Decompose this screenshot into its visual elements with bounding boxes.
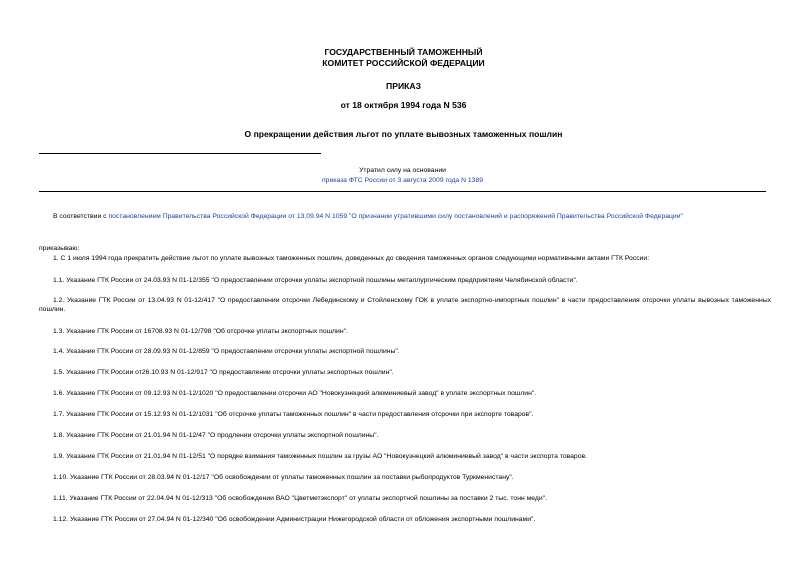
document-title: О прекращении действия льгот по уплате вывозных таможенных пошлин (244, 129, 563, 139)
document-date-number: от 18 октября 1994 года N 536 (340, 100, 467, 110)
subitem-1-1: 1.1. Указание ГТК России от 24.03.93 N 01-12/355 "О предоставлении отсрочки уплаты экспортной пошлины металлургическим предприятиям Челябинской области". (53, 277, 578, 284)
subitem-1-9: 1.9. Указание ГТК России от 21.01.94 N 01-12/51 "О порядке взимания таможенных пошлин за грузы АО "Новокузнецкий алюминиевый завод" в части экспорта товаров. (53, 453, 587, 460)
issuing-authority-line-1: ГОСУДАРСТВЕННЫЙ ТАМОЖЕННЫЙ (324, 47, 483, 57)
status-notice-line-2 (39, 176, 766, 185)
issuing-authority-line-2: КОМИТЕТ РОССИЙСКОЙ ФЕДЕРАЦИИ (322, 58, 485, 68)
subitem-1-7: 1.7. Указание ГТК России от 15.12.93 N 01-12/1031 "Об отсрочке уплаты таможенных пошлин" в части предоставления отсрочки при экспорте товаров". (53, 411, 534, 418)
subitem-1-11: 1.11. Указание ГТК России от 22.04.94 N 01-12/313 "Об освобождении ВАО "Цветметэкспорт" от уплаты экспортной пошлины за поставки 2 тыс. тонн меди". (53, 495, 547, 502)
preamble-prefix: В соответствии с (53, 213, 109, 220)
subitem-1-2: 1.2. Указание ГТК России от 13.04.93 N 01-12/417 "О предоставлении отсрочки Лебединскому и Стойленскому ГОК в уплате экспортно-импортных пошлин" в части предоставления отсрочки уплаты вывозных таможенных пошлин. (39, 297, 771, 313)
subitem-1-12: 1.12. Указание ГТК России от 27.04.94 N 01-12/340 "Об освобождении Администрации Нижегородской области от обложения экспортными пошлинами". (53, 516, 536, 523)
subitem-1-10: 1.10. Указание ГТК России от 28.03.94 N 01-12/17 "Об освобождении от уплаты таможенных пошлин за поставки рыбопродуктов Туркменистану". (53, 474, 514, 481)
order-word: приказываю: (39, 245, 80, 252)
government-resolution-link[interactable]: постановлением Правительства Российской Федерации от 13.09.94 N 1059 "О признании утратившими силу постановлений и распоряжений Правительства Российской Федерации" (108, 213, 683, 220)
subitem-1-5: 1.5. Указание ГТК России от26.10.93 N 01-12/917 "О предоставлении отсрочки уплаты экспортных пошлин". (53, 369, 394, 376)
subitem-1-8: 1.8. Указание ГТК России от 21.01.94 N 01-12/47 "О продлении отсрочки уплаты экспортной пошлины". (53, 432, 379, 439)
preamble-paragraph (39, 212, 771, 221)
repeal-order-link[interactable]: приказа ФТС России от 3 августа 2009 года N 1389 (321, 177, 483, 184)
subitem-1-4: 1.4. Указание ГТК России от 28.09.93 N 01-12/859 "О предоставлении отсрочки уплаты экспортной пошлины". (53, 348, 400, 355)
item-1: 1. С 1 июля 1994 года прекратить действие льгот по уплате вывозных таможенных пошлин, доведенных до сведения таможенных органов следующими нормативными актами ГТК России: (53, 255, 650, 262)
top-divider (39, 153, 321, 154)
status-notice-text: Утратил силу на основании (359, 167, 446, 174)
notice-divider (39, 191, 766, 192)
subitem-1-6: 1.6. Указание ГТК России от 09.12.93 N 01-12/1020 "О предоставлении отсрочки АО "Новокузнецкий алюминиевый завод" в уплате экспортных пошлин". (53, 390, 537, 397)
document-type: ПРИКАЗ (386, 81, 421, 91)
subitem-1-3: 1.3. Указание ГТК России от 16708.93 N 01-12/798 "Об отсрочке уплаты экспортных пошлин". (53, 328, 348, 335)
